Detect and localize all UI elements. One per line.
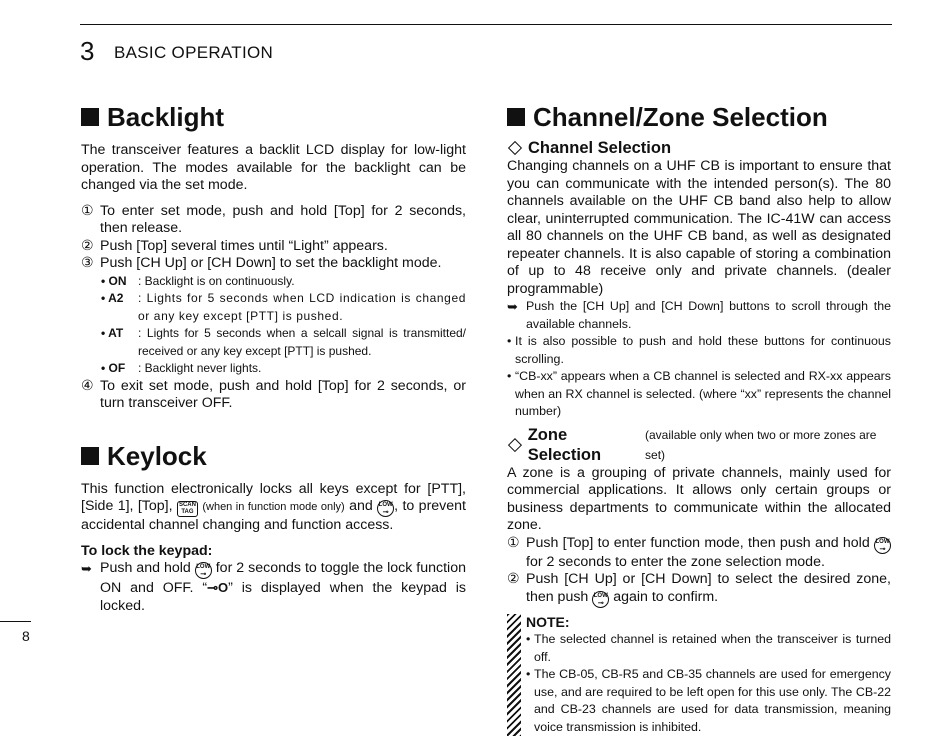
- option-on: • ON : Backlight is on continuously.: [101, 273, 466, 291]
- channel-selection-text: Changing channels on a UHF CB is important to ensure that you can communicate with the intended person(s). The 80 channels available on the UHF CB band also help to allow clear, uninterrupted communication. The IC-41W can access all 80 channels on the UHF CB band, as well as designated repeater channels. It is also capable of storing a combination of up to 48 receive only and private channels. (dealer programmable): [507, 158, 891, 298]
- square-bullet-icon: [507, 108, 525, 126]
- square-bullet-icon: [81, 108, 99, 126]
- low-key-icon: LOW ⊸: [874, 537, 891, 554]
- chapter-number: 3: [80, 36, 94, 66]
- keylock-heading: Keylock: [81, 439, 466, 473]
- key-lock-icon: ⊸O: [207, 580, 228, 595]
- diamond-icon: [508, 141, 522, 155]
- note-item-1: • The selected channel is retained when the transceiver is turned off.: [526, 631, 891, 666]
- diamond-icon: [508, 438, 522, 452]
- channel-zone-heading: Channel/Zone Selection: [507, 100, 891, 134]
- chapter-title: BASIC OPERATION: [114, 43, 273, 63]
- zone-selection-heading: Zone Selection (available only when two or more zones are set): [507, 425, 891, 465]
- page-number: 8: [22, 628, 30, 644]
- option-of: • OF : Backlight never lights.: [101, 360, 466, 378]
- channel-selection-heading: Channel Selection: [507, 138, 891, 158]
- option-a2: • A2 : Lights for 5 seconds when LCD indication is changed or any key except [PTT] is pushed.: [101, 290, 466, 325]
- note-hatch-bar: [507, 614, 521, 736]
- scan-tag-key-icon: SCAN TAG: [177, 501, 198, 517]
- backlight-step-3: ③ Push [CH Up] or [CH Down] to set the backlight mode.: [81, 255, 466, 273]
- square-bullet-icon: [81, 447, 99, 465]
- backlight-step-4: ④ To exit set mode, push and hold [Top] for 2 seconds, or turn transceiver OFF.: [81, 378, 466, 413]
- channel-bullet-1: • It is also possible to push and hold these buttons for continuous scrolling.: [507, 333, 891, 368]
- low-key-icon: LOW ⊸: [195, 562, 212, 579]
- left-column: [81, 100, 466, 615]
- right-column: [507, 100, 891, 736]
- low-key-icon: LOW ⊸: [592, 591, 609, 608]
- header-rule: [80, 24, 892, 25]
- low-key-icon: LOW ⊸: [377, 500, 394, 517]
- note-item-2: • The CB-05, CB-R5 and CB-35 channels are used for emergency use, and are required to be left open for this use only. The CB-22 and CB-23 channels are used for data transmission, meaning voice transmission is inhibited.: [526, 666, 891, 736]
- backlight-step-2: ② Push [Top] several times until “Light” appears.: [81, 238, 466, 256]
- channel-scroll-instruction: ➥ Push the [CH Up] and [CH Down] buttons to scroll through the available channels.: [507, 298, 891, 333]
- backlight-step-1: ① To enter set mode, push and hold [Top] for 2 seconds, then release.: [81, 203, 466, 238]
- zone-step-1: ① Push [Top] to enter function mode, then push and hold LOW ⊸ for 2 seconds to enter the zone selection mode.: [507, 535, 891, 572]
- option-at: • AT : Lights for 5 seconds when a selcall signal is transmitted/ received or any key except [PTT] is pushed.: [101, 325, 466, 360]
- note-title: NOTE:: [526, 614, 891, 632]
- backlight-intro: The transceiver features a backlit LCD display for low-light operation. The modes available for the backlight can be changed via the set mode.: [81, 142, 466, 195]
- lock-keypad-subhead: To lock the keypad:: [81, 543, 466, 561]
- note-box: [507, 614, 891, 736]
- zone-selection-text: A zone is a grouping of private channels, mainly used for commercial applications. It allows only certain groups or business departments to communicate within the allocated zone.: [507, 465, 891, 535]
- backlight-heading: Backlight: [81, 100, 466, 134]
- page-number-rule: [0, 621, 31, 622]
- keylock-intro: This function electronically locks all keys except for [PTT], [Side 1], [Top], SCAN TAG (when in function mode only) and LOW ⊸ , to prevent accidental channel changing and function access.: [81, 481, 466, 535]
- zone-step-2: ② Push [CH Up] or [CH Down] to select the desired zone, then push LOW ⊸ again to confirm.: [507, 571, 891, 608]
- lock-keypad-instruction: ➥ Push and hold LOW ⊸ for 2 seconds to toggle the lock function ON and OFF. “⊸O” is displayed when the keypad is locked.: [81, 560, 466, 615]
- channel-bullet-2: • “CB-xx” appears when a CB channel is selected and RX-xx appears when an RX channel is selected. (where “xx” represents the channel number): [507, 368, 891, 421]
